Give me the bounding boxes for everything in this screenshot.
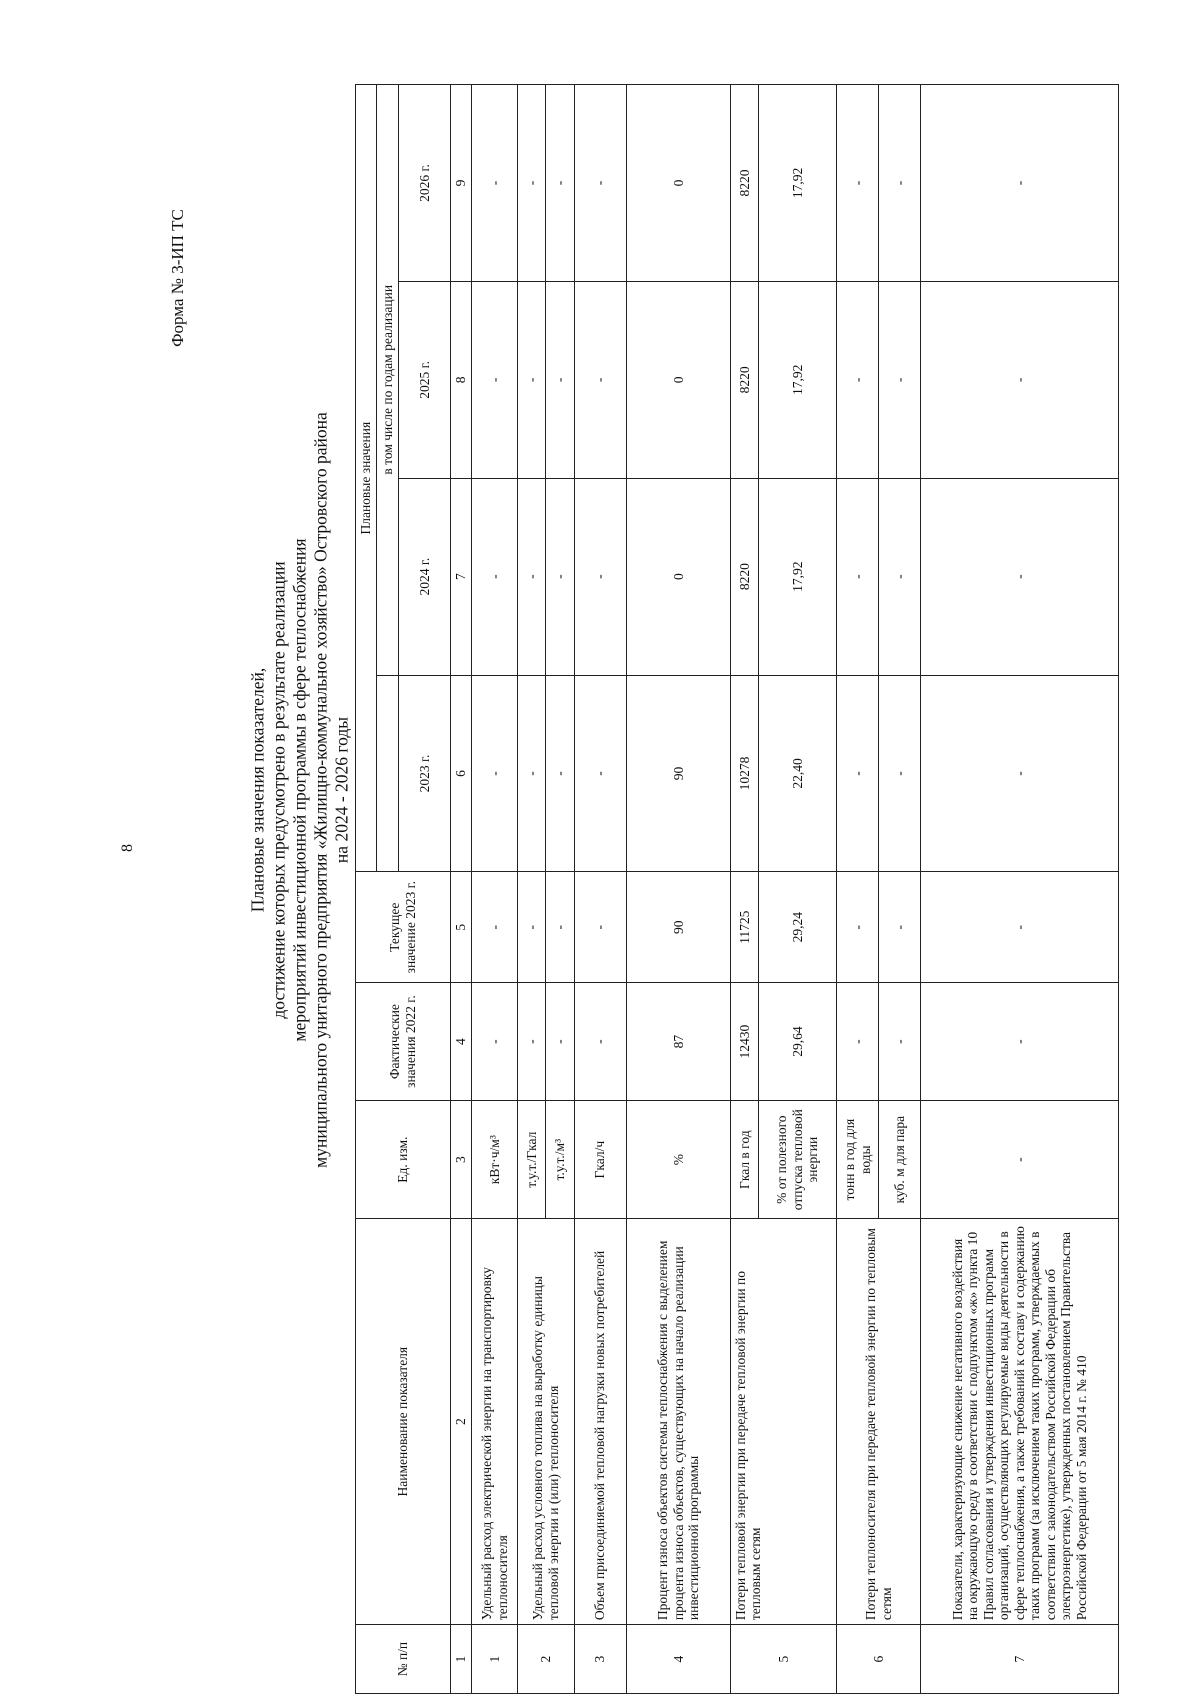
value-cell: 11725: [730, 872, 758, 983]
value-cell: 0: [626, 478, 730, 675]
value-cell: -: [879, 478, 921, 675]
unit: куб. м для пара: [879, 1101, 921, 1219]
value-cell: -: [518, 85, 546, 282]
indicator-name: Удельный расход условного топлива на выработку единицы тепловой энергии и (или) теплоносителя: [518, 1219, 574, 1625]
row-num: 6: [837, 1625, 920, 1694]
document-heading: [248, 410, 353, 1170]
value-cell: -: [518, 675, 546, 872]
header-planned: Плановые значения: [356, 85, 377, 872]
column-number: 9: [450, 85, 471, 282]
value-cell: -: [879, 675, 921, 872]
value-cell: -: [518, 478, 546, 675]
row-num: 4: [626, 1625, 730, 1694]
heading-line: мероприятий инвестиционной программы в сфере теплоснабжения: [289, 538, 310, 1042]
value-cell: 8220: [730, 478, 758, 675]
header-actual: Фактические значения 2022 г.: [356, 983, 451, 1101]
page-number: 8: [119, 844, 136, 852]
header-year: 2024 г.: [398, 478, 450, 675]
value-cell: -: [546, 983, 574, 1101]
value-cell: 90: [626, 872, 730, 983]
value-cell: 29,24: [759, 872, 837, 983]
value-cell: 90: [626, 675, 730, 872]
value-cell: 10278: [730, 675, 758, 872]
value-cell: -: [920, 478, 1118, 675]
table-row: [837, 85, 879, 1694]
indicator-name: Показатели, характеризующие снижение негативного воздействия на окружающую среду в соответствии с подпунктом «ж» пункта 10 Правил согласования и утверждения инвестиционных программ организаций, осуществляющих регулируемые виды деятельности в сфере теплоснабжения, а также требований к составу и содержанию таких программ (за исключением таких программ, утверждаемых в соответствии с законодательством Российской Федерации об электроэнергетике), утвержденных постановлением Правительства Российской Федерации от 5 мая 2014 г. № 410: [920, 1219, 1118, 1625]
value-cell: -: [574, 675, 626, 872]
column-number: 6: [450, 675, 471, 872]
value-cell: 8220: [730, 281, 758, 478]
value-cell: -: [518, 983, 546, 1101]
row-num: 5: [730, 1625, 836, 1694]
value-cell: 17,92: [759, 85, 837, 282]
value-cell: -: [920, 675, 1118, 872]
value-cell: -: [837, 85, 879, 282]
unit: т.у.т./м³: [546, 1101, 574, 1219]
header-current: Текущее значение 2023 г.: [356, 872, 451, 983]
value-cell: -: [546, 281, 574, 478]
table-row: [518, 85, 546, 1694]
value-cell: -: [472, 872, 518, 983]
unit: Гкал/ч: [574, 1101, 626, 1219]
value-cell: 17,92: [759, 478, 837, 675]
value-cell: 87: [626, 983, 730, 1101]
value-cell: -: [837, 478, 879, 675]
header-year: 2026 г.: [398, 85, 450, 282]
header-unit: Ед. изм.: [356, 1101, 451, 1219]
row-num: 2: [518, 1625, 574, 1694]
value-cell: -: [546, 675, 574, 872]
value-cell: -: [546, 872, 574, 983]
header-by-years: в том числе по годам реализации: [377, 85, 398, 676]
value-cell: 0: [626, 85, 730, 282]
column-number: 7: [450, 478, 471, 675]
indicators-table: [355, 84, 1119, 1694]
table-row: [574, 85, 626, 1694]
value-cell: -: [920, 85, 1118, 282]
unit: кВт·ч/м³: [472, 1101, 518, 1219]
value-cell: -: [518, 872, 546, 983]
value-cell: -: [837, 872, 879, 983]
value-cell: -: [472, 675, 518, 872]
value-cell: -: [837, 983, 879, 1101]
value-cell: -: [920, 281, 1118, 478]
table-row: [626, 85, 730, 1694]
row-num: 7: [920, 1625, 1118, 1694]
value-cell: -: [879, 872, 921, 983]
row-num: 3: [574, 1625, 626, 1694]
value-cell: -: [920, 872, 1118, 983]
column-number: 3: [450, 1101, 471, 1219]
value-cell: -: [574, 983, 626, 1101]
header-year: 2025 г.: [398, 281, 450, 478]
value-cell: 8220: [730, 85, 758, 282]
value-cell: 0: [626, 281, 730, 478]
unit: т.у.т./Гкал: [518, 1101, 546, 1219]
value-cell: -: [472, 281, 518, 478]
unit: % от полезного отпуска тепловой энергии: [759, 1101, 837, 1219]
header-planned-blank: [377, 675, 398, 872]
indicator-name: Процент износа объектов системы теплоснабжения с выделением процента износа объектов, существующих на начало реализации инвестиционной программы: [626, 1219, 730, 1625]
unit: Гкал в год: [730, 1101, 758, 1219]
value-cell: -: [879, 983, 921, 1101]
value-cell: -: [472, 85, 518, 282]
unit: %: [626, 1101, 730, 1219]
indicator-name: Потери теплоносителя при передаче тепловой энергии по тепловым сетям: [837, 1219, 920, 1625]
value-cell: -: [879, 281, 921, 478]
column-number: 1: [450, 1625, 471, 1694]
column-number-row: [450, 85, 471, 1694]
table-row: [920, 85, 1118, 1694]
rotated-table-container: [355, 84, 1119, 1694]
indicator-name: Удельный расход электрической энергии на транспортировку теплоносителя: [472, 1219, 518, 1625]
value-cell: 22,40: [759, 675, 837, 872]
value-cell: -: [518, 281, 546, 478]
header-name: Наименование показателя: [356, 1219, 451, 1625]
heading-line: Плановые значения показателей,: [247, 667, 268, 913]
value-cell: 17,92: [759, 281, 837, 478]
column-number: 5: [450, 872, 471, 983]
value-cell: -: [472, 478, 518, 675]
value-cell: -: [546, 478, 574, 675]
value-cell: 12430: [730, 983, 758, 1101]
column-number: 2: [450, 1219, 471, 1625]
value-cell: -: [837, 675, 879, 872]
header-num: № п/п: [356, 1625, 451, 1694]
value-cell: -: [472, 983, 518, 1101]
value-cell: -: [574, 872, 626, 983]
column-number: 4: [450, 983, 471, 1101]
column-number: 8: [450, 281, 471, 478]
row-num: 1: [472, 1625, 518, 1694]
value-cell: -: [574, 281, 626, 478]
value-cell: -: [574, 85, 626, 282]
value-cell: -: [920, 983, 1118, 1101]
heading-line: на 2024 - 2026 годы: [331, 716, 352, 864]
table-row: [472, 85, 518, 1694]
unit: тонн в год для воды: [837, 1101, 879, 1219]
indicator-name: Потери тепловой энергии при передаче тепловой энергии по тепловым сетям: [730, 1219, 836, 1625]
value-cell: -: [879, 85, 921, 282]
heading-line: достижение которых предусмотрено в результате реализации: [268, 561, 289, 1019]
value-cell: -: [574, 478, 626, 675]
unit: -: [920, 1101, 1118, 1219]
heading-line: муниципального унитарного предприятия «Жилищно-коммунальное хозяйство» Островского района: [310, 412, 331, 1168]
form-label: Форма № 3-ИП ТС: [168, 209, 187, 347]
value-cell: -: [546, 85, 574, 282]
value-cell: -: [837, 281, 879, 478]
value-cell: 29,64: [759, 983, 837, 1101]
header-year: 2023 г.: [398, 675, 450, 872]
table-row: [730, 85, 758, 1694]
indicator-name: Объем присоединяемой тепловой нагрузки новых потребителей: [574, 1219, 626, 1625]
